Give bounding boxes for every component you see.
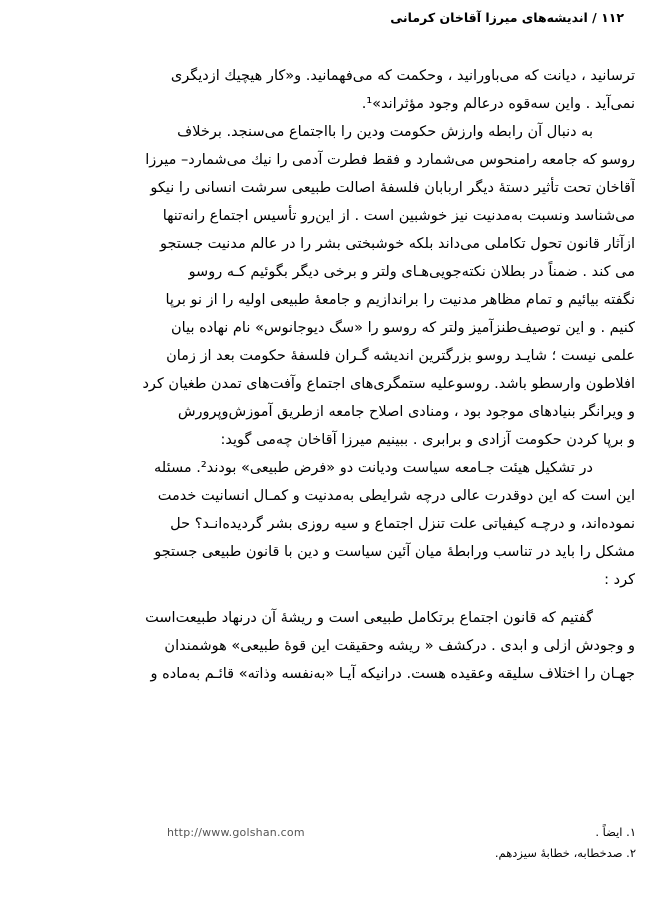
quote-line: در تشکیل هیئت جـامعه سیاست ودیانت دو «فرض طبیعی» بودند². مسئله bbox=[154, 460, 593, 476]
running-header bbox=[390, 10, 624, 25]
book-title: اندیشه‌های میرزا آقاخان کرمانی bbox=[390, 10, 588, 25]
quote-line: کرد : bbox=[604, 572, 635, 588]
text-line: روسو که جامعه رامنحوس می‌شمارد و فقط فطرت آدمی را نیك می‌شمارد– میرزا bbox=[145, 152, 635, 168]
text-line: به دنبال آن رابطه وارزش حکومت ودین را بااجتماع می‌سنجد. برخلاف bbox=[177, 124, 593, 140]
text-line: علمی نیست ؛ شایـد روسو بزرگترین اندیشه گـران فلسفهٔ حکومت بعد از زمان bbox=[166, 348, 635, 364]
quote-line: گفتیم که قانون اجتماع برتکامل طبیعی است و ریشهٔ آن درنهاد طبیعت‌است bbox=[145, 610, 593, 626]
text-line: و برپا کردن حکومت آزادی و برابری . ببینیم میرزا آقاخان چه‌می گوید: bbox=[220, 432, 635, 448]
text-line: ترسانید ، دیانت که می‌باورانید ، وحکمت که می‌فهمانید. و«کار هیچیك ازدیگری bbox=[170, 68, 635, 84]
watermark-url: http://www.golshan.com bbox=[167, 826, 305, 839]
quote-line: این است که این دوقدرت عالی درچه شرایطی به‌مدنیت و کمـال انسانیت خدمت bbox=[157, 488, 635, 504]
text-line: افلاطون وارسطو باشد. روسوعلیه ستمگری‌های اجتماع وآفت‌های تمدن طغیان کرد bbox=[142, 376, 635, 392]
page-number: ۱۱۲ bbox=[601, 10, 624, 25]
paragraph-gap bbox=[40, 594, 635, 604]
body-text bbox=[40, 62, 635, 688]
text-line: و ویرانگر بنیادهای موجود بود ، ومنادی اصلاح جامعه ازطریق آموزش‌وپرورش bbox=[177, 404, 635, 420]
text-line: می‌شناسد ونسبت به‌مدنیت نیز خوشبین است . از این‌رو تأسیس اجتماع رانه‌تنها bbox=[162, 208, 635, 224]
text-line: نگفته بیائیم و تمام مظاهر مدنیت را براندازیم و جامعهٔ طبیعی اولیه را از نو برپا bbox=[165, 292, 635, 308]
text-line: کنیم . و این توصیف‌طنزآمیز ولتر که روسو را «سگ دیوجانوس» نام نهاده بیان bbox=[171, 320, 635, 336]
header-separator: / bbox=[592, 10, 597, 25]
footnotes bbox=[495, 822, 636, 864]
quote-line: جهـان را اختلاف سلیقه وعقیده هست. درانیکه آیـا «به‌نفسه وذاته» قائـم به‌ماده و bbox=[150, 666, 635, 682]
text-line: آقاخان تحت تأثیر دستهٔ دیگر اربابان فلسفهٔ اصالت طبیعی سرشت انسانی را نیکو bbox=[150, 180, 635, 196]
quote-line: نموده‌اند، و درچـه کیفیاتی علت تنزل اجتماع و سیه روزی بشر گردیده‌انـد؟ حل bbox=[170, 516, 635, 532]
text-line: ازآثار قانون تحول تکاملی می‌داند بلکه خوشبختی بشر را در عالم مدنیت جستجو bbox=[159, 236, 635, 252]
footnote: ۲. صدخطابه، خطابهٔ سیزدهم. bbox=[494, 846, 636, 860]
text-line: نمی‌آید . واین سه‌قوه درعالم وجود مؤثراند»¹. bbox=[361, 96, 635, 112]
footnote: ۱. ایضاً . bbox=[595, 825, 636, 839]
quote-line: مشکل را باید در تناسب ورابطهٔ میان آئین سیاست و دین با قانون طبیعی جستجو bbox=[154, 544, 635, 560]
quote-line: و وجودش ازلی و ابدی . درکشف « ریشه وحقیقت این قوهٔ طبیعی» هوشمندان bbox=[164, 638, 635, 654]
text-line: می کند . ضمناً در بطلان نکته‌جویی‌هـای ولتر و برخی دیگر بگوئیم کـه روسو bbox=[188, 264, 635, 280]
